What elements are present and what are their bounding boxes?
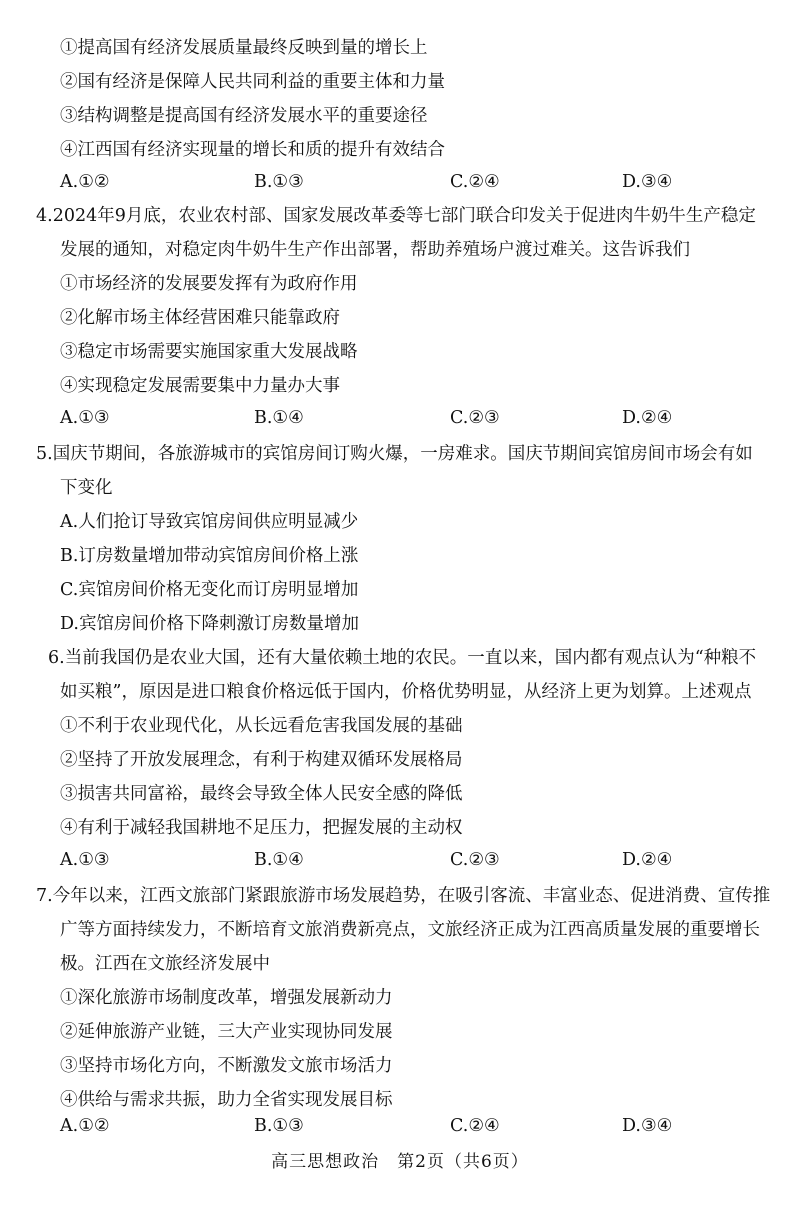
q6-option-b: B.①④ bbox=[254, 850, 304, 870]
q4-option-d: D.②④ bbox=[622, 408, 673, 428]
q7-option-a: A.①② bbox=[60, 1116, 110, 1136]
q6-option-a: A.①③ bbox=[60, 850, 110, 870]
q3-option-d: D.③④ bbox=[622, 172, 673, 192]
q5-choice-a: A.人们抢订导致宾馆房间供应明显减少 bbox=[60, 512, 359, 532]
q7-item-3: ③坚持市场化方向，不断激发文旅市场活力 bbox=[60, 1056, 393, 1076]
q7-item-2: ②延伸旅游产业链，三大产业实现协同发展 bbox=[60, 1022, 393, 1042]
q5-stem-line-2: 下变化 bbox=[60, 478, 113, 498]
q3-option-a: A.①② bbox=[60, 172, 110, 192]
q4-item-1: ①市场经济的发展要发挥有为政府作用 bbox=[60, 274, 358, 294]
q6-item-2: ②坚持了开放发展理念，有利于构建双循环发展格局 bbox=[60, 750, 463, 770]
q6-option-d: D.②④ bbox=[622, 850, 673, 870]
q7-item-1: ①深化旅游市场制度改革，增强发展新动力 bbox=[60, 988, 393, 1008]
q7-options bbox=[60, 1114, 760, 1138]
q4-options bbox=[60, 406, 760, 430]
q4-item-3: ③稳定市场需要实施国家重大发展战略 bbox=[60, 342, 358, 362]
q4-item-4: ④实现稳定发展需要集中力量办大事 bbox=[60, 376, 340, 396]
q4-option-a: A.①③ bbox=[60, 408, 110, 428]
q4-option-c: C.②③ bbox=[450, 408, 500, 428]
q5-stem-line-1: 5.国庆节期间，各旅游城市的宾馆房间订购火爆，一房难求。国庆节期间宾馆房间市场会有如 bbox=[36, 444, 753, 464]
q6-item-4: ④有利于减轻我国耕地不足压力，把握发展的主动权 bbox=[60, 818, 463, 838]
q6-options bbox=[60, 848, 760, 872]
q7-stem-line-2: 广等方面持续发力，不断培育文旅消费新亮点，文旅经济正成为江西高质量发展的重要增长 bbox=[60, 920, 760, 940]
q4-stem-line-2: 发展的通知，对稳定肉牛奶牛生产作出部署，帮助养殖场户渡过难关。这告诉我们 bbox=[60, 240, 690, 260]
q7-stem-line-1: 7.今年以来，江西文旅部门紧跟旅游市场发展趋势，在吸引客流、丰富业态、促进消费、宣传推 bbox=[36, 886, 771, 906]
q5-choice-c: C.宾馆房间价格无变化而订房明显增加 bbox=[60, 580, 359, 600]
q6-option-c: C.②③ bbox=[450, 850, 500, 870]
q3-item-3: ③结构调整是提高国有经济发展水平的重要途径 bbox=[60, 106, 428, 126]
q7-option-c: C.②④ bbox=[450, 1116, 500, 1136]
q7-item-4: ④供给与需求共振，助力全省实现发展目标 bbox=[60, 1090, 393, 1110]
q3-option-b: B.①③ bbox=[254, 172, 304, 192]
q4-option-b: B.①④ bbox=[254, 408, 304, 428]
q3-option-c: C.②④ bbox=[450, 172, 500, 192]
q3-item-2: ②国有经济是保障人民共同利益的重要主体和力量 bbox=[60, 72, 445, 92]
q5-choice-d: D.宾馆房间价格下降刺激订房数量增加 bbox=[60, 614, 359, 634]
q6-item-1: ①不利于农业现代化，从长远看危害我国发展的基础 bbox=[60, 716, 463, 736]
page-footer: 高三思想政治 第2页（共6页） bbox=[271, 1152, 529, 1172]
q3-item-1: ①提高国有经济发展质量最终反映到量的增长上 bbox=[60, 38, 428, 58]
q4-stem-line-1: 4.2024年9月底，农业农村部、国家发展改革委等七部门联合印发关于促进肉牛奶牛生产稳定 bbox=[36, 206, 756, 226]
q7-stem-line-3: 极。江西在文旅经济发展中 bbox=[60, 954, 270, 974]
q6-stem-line-1: 6.当前我国仍是农业大国，还有大量依赖土地的农民。一直以来，国内都有观点认为“种粮不 bbox=[48, 648, 757, 668]
q6-stem-line-2: 如买粮”，原因是进口粮食价格远低于国内，价格优势明显，从经济上更为划算。上述观点 bbox=[60, 682, 752, 702]
q3-options bbox=[60, 170, 760, 194]
q5-choice-b: B.订房数量增加带动宾馆房间价格上涨 bbox=[60, 546, 359, 566]
q7-option-b: B.①③ bbox=[254, 1116, 304, 1136]
q6-item-3: ③损害共同富裕，最终会导致全体人民安全感的降低 bbox=[60, 784, 463, 804]
q3-item-4: ④江西国有经济实现量的增长和质的提升有效结合 bbox=[60, 140, 445, 160]
q7-option-d: D.③④ bbox=[622, 1116, 673, 1136]
q4-item-2: ②化解市场主体经营困难只能靠政府 bbox=[60, 308, 340, 328]
